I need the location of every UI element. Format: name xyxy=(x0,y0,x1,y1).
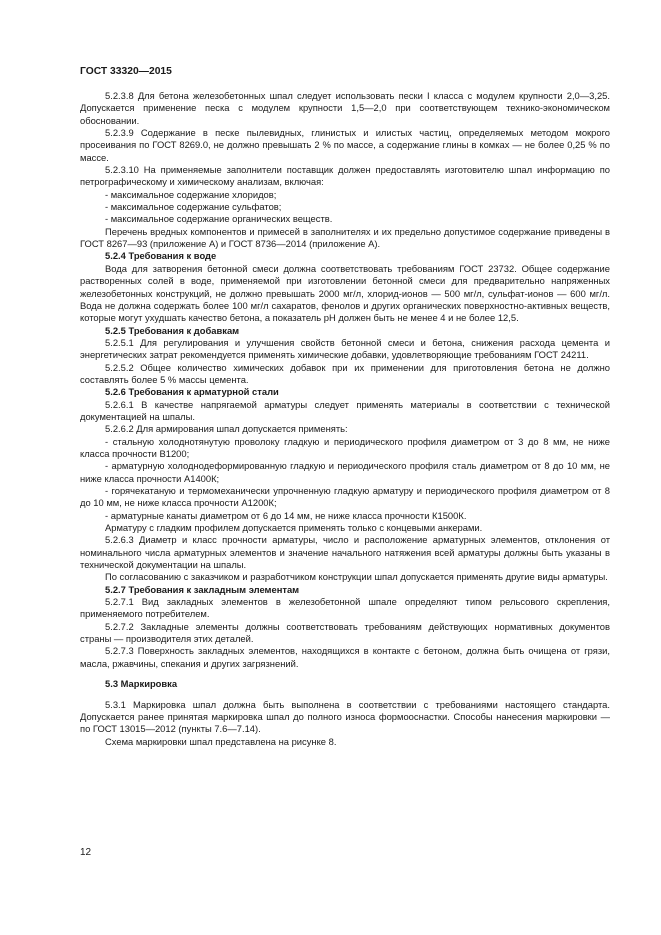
section-heading: 5.2.6 Требования к арматурной стали xyxy=(105,386,279,398)
paragraph: - стальную холоднотянутую проволоку гладкую и периодического профиля диаметром от 3 до 8 мм, не ниже класса прочности В1200; xyxy=(80,435,610,459)
section-heading: 5.3 Маркировка xyxy=(105,678,178,690)
paragraph: 5.2.6.2 Для армирования шпал допускается применять: xyxy=(105,423,348,435)
paragraph: Перечень вредных компонентов и примесей в заполнителях и их предельно допустимое содержание приведены в ГОСТ 8267—93 (приложение А) и ГОСТ 8736—2014 (приложение А). xyxy=(80,225,610,250)
paragraph: 5.2.6.1 В качестве напрягаемой арматуры следует применять материалы в соответствии с технической документацией на шпалы. xyxy=(80,398,610,422)
paragraph: 5.3.1 Маркировка шпал должна быть выполнена в соответствии с требованиями настоящего стандарта. Допускается ранее принятая маркировка шпал до полного износа формооснастки. Способы нанесения маркировки — по ГОСТ 13015—2012 (пункты 7.6—7.14). xyxy=(80,698,610,735)
paragraph: 5.2.3.10 На применяемые заполнители поставщик должен предоставлять изготовителю шпал информацию по петрографическому и химическому анализам, включая: xyxy=(80,164,610,188)
paragraph: 5.2.3.9 Содержание в песке пылевидных, глинистых и илистых частиц, определяемых методом мокрого просеивания по ГОСТ 8269.0, не должно превышать 2 % по массе, а содержание глины в комках — не более 0,25 % по массе. xyxy=(80,127,610,163)
list-item: - арматурные канаты диаметром от 6 до 14 мм, не ниже класса прочности К1500К. xyxy=(105,509,467,521)
section-heading: 5.2.4 Требования к воде xyxy=(105,250,217,262)
paragraph: 5.2.7.1 Вид закладных элементов в железобетонной шпале определяют типом рельсового скрепления, применяемого потребителем. xyxy=(80,596,610,620)
section-heading: 5.2.7 Требования к закладным элементам xyxy=(105,583,300,595)
paragraph: 5.2.3.8 Для бетона железобетонных шпал следует использовать пески I класса с модулем крупности 2,0—3,25. Допускается применение песка с модулем крупности 1,5—2,0 при соответствующем технико-экономическом обосновании. xyxy=(80,90,610,126)
list-item: - максимальное содержание органических веществ. xyxy=(105,213,333,225)
paragraph: - горячекатаную и термомеханически упрочненную гладкую арматуру и периодического профиля диаметром от 8 до 10 мм, не ниже класса прочности А1200К; xyxy=(80,485,610,509)
paragraph: 5.2.5.2 Общее количество химических добавок при их применении для приготовления бетона не должно составлять более 5 % массы цемента. xyxy=(80,361,610,385)
document-body xyxy=(80,90,610,748)
paragraph: 5.2.7.2 Закладные элементы должны соответствовать требованиям действующих нормативных документов страны — производителя этих деталей. xyxy=(80,620,610,645)
paragraph: 5.2.6.3 Диаметр и класс прочности арматуры, число и расположение арматурных элементов, отклонения от номинального числа арматурных элементов и значение начального натяжения всей арматуры должны быть указаны в технической документации на шпалы. xyxy=(80,534,610,571)
paragraph: 5.2.5.1 Для регулирования и улучшения свойств бетонной смеси и бетона, снижения расхода цемента и энергетических затрат рекомендуется применять химические добавки, удовлетворяющие требованиям ГОСТ 24211. xyxy=(80,336,610,361)
paragraph: По согласованию с заказчиком и разработчиком конструкции шпал допускается применять другие виды арматуры. xyxy=(105,571,608,583)
paragraph: Вода для затворения бетонной смеси должна соответствовать требованиям ГОСТ 23732. Общее содержание растворенных солей в воде, применяемой при изготовлении бетонной смеси для предварительно напряженных железобетонных конструкций, не должно превышать 2000 мг/л, хлорид-ионов — 500 мг/л, сульфат-ионов — 600 мг/л. Вода не должна содержать более 100 мг/л сахаратов, фенолов и других органических поверхностно-активных веществ, которые могут ухудшать качество бетона, а показатель pH должен быть не менее 4 и не более 12,5. xyxy=(80,262,610,324)
paragraph: Схема маркировки шпал представлена на рисунке 8. xyxy=(105,735,337,747)
paragraph: - арматурную холоднодеформированную гладкую и периодического профиля сталь диаметром от 8 до 10 мм, не ниже класса прочности А1400К; xyxy=(80,460,610,484)
page-number: 12 xyxy=(80,847,92,858)
paragraph: 5.2.7.3 Поверхность закладных элементов, находящихся в контакте с бетоном, должна быть очищена от грязи, масла, ржавчины, спекания и других загрязнений. xyxy=(80,645,610,669)
paragraph: Арматуру с гладким профилем допускается применять только с концевыми анкерами. xyxy=(105,522,483,534)
document-header: ГОСТ 33320—2015 xyxy=(80,66,172,77)
list-item: - максимальное содержание хлоридов; xyxy=(105,188,277,200)
section-heading: 5.2.5 Требования к добавкам xyxy=(105,324,240,336)
list-item: - максимальное содержание сульфатов; xyxy=(105,201,282,213)
